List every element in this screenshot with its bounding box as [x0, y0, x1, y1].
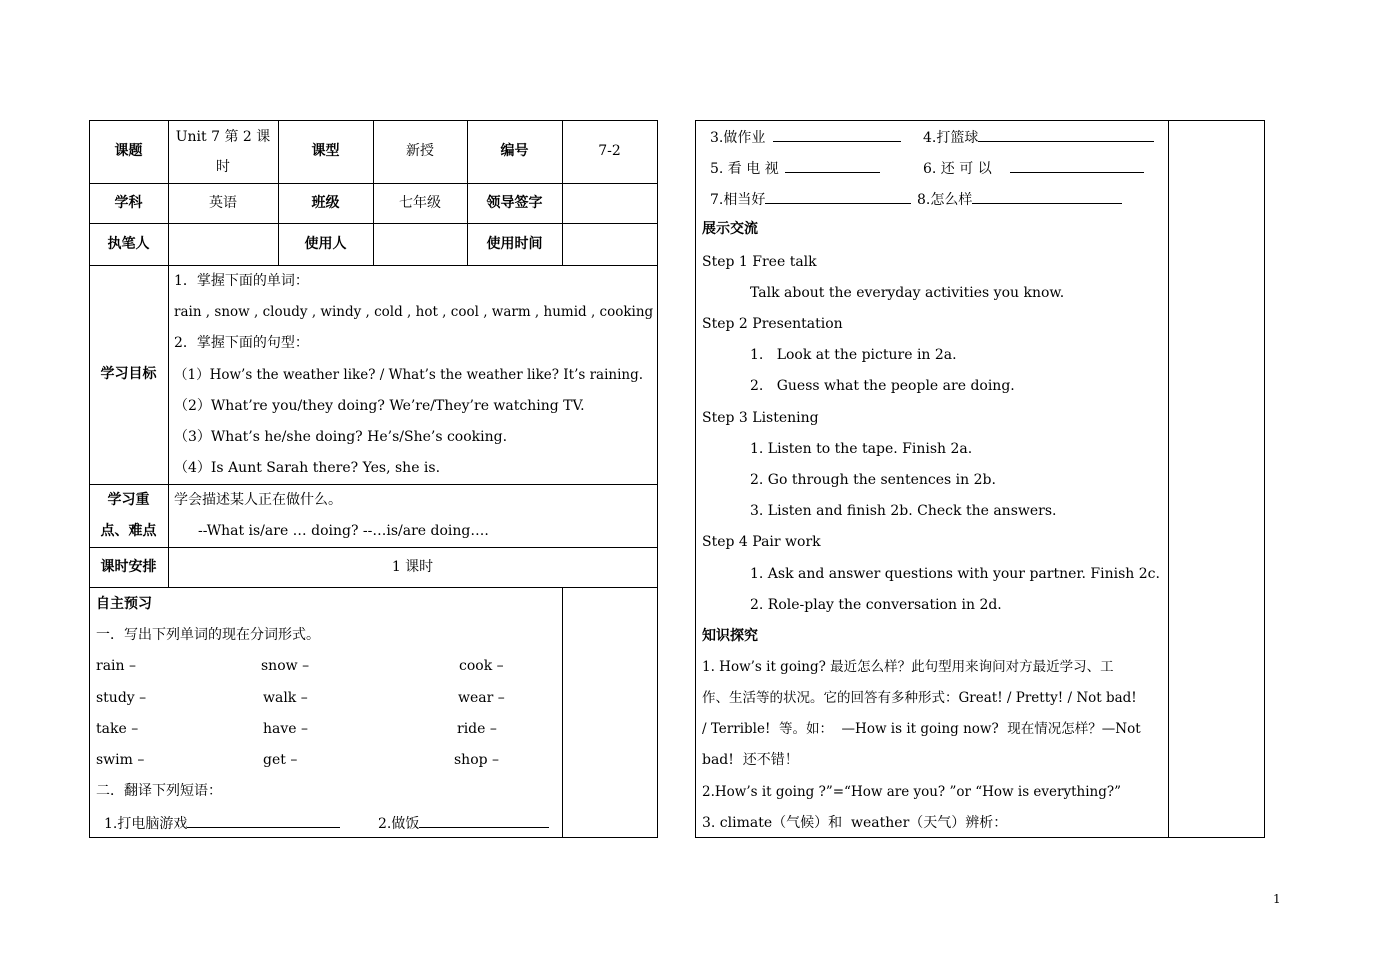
- word-item: ride –: [457, 721, 497, 737]
- phrase-label: 1.打电脑游戏: [104, 816, 188, 832]
- word-item: swim –: [96, 752, 145, 768]
- writer-label: 执笔人: [107, 235, 150, 252]
- step-item: 1. Look at the picture in 2a.: [750, 347, 957, 363]
- word-item: walk –: [263, 690, 308, 706]
- goal-line: （3）What’s he/she doing? He’s/She’s cooking.: [174, 429, 508, 445]
- class-label: 班级: [311, 194, 340, 211]
- phrase-label: 8.怎么样: [917, 192, 973, 208]
- subject-label: 学科: [114, 194, 143, 211]
- type-value: 新授: [406, 143, 434, 159]
- goal-line: （2）What’re you/they doing? We’re/They’re watching TV.: [174, 398, 585, 414]
- preview-section-1: 一．写出下列单词的现在分词形式。: [96, 627, 320, 643]
- knowledge-line: 2.How’s it going ?”=“How are you? ”or “How is everything?”: [702, 784, 1122, 800]
- phrase-label: 3.做作业: [710, 130, 766, 146]
- step-title: Step 4 Pair work: [702, 534, 821, 550]
- word-item: have –: [263, 721, 309, 737]
- answer-blank[interactable]: [1010, 157, 1144, 173]
- divider: [562, 587, 563, 837]
- phrase-item: [923, 126, 1154, 148]
- step-item: 2. Go through the sentences in 2b.: [750, 472, 996, 488]
- key-points-label-line-2: 点、难点: [100, 522, 157, 539]
- goal-line: 2．掌握下面的句型：: [174, 335, 309, 351]
- step-title: Step 3 Listening: [702, 410, 819, 426]
- word-item: shop –: [454, 752, 500, 768]
- step-item: Talk about the everyday activities you know.: [750, 285, 1065, 301]
- schedule-value: 1 课时: [391, 558, 434, 575]
- preview-section-2: 二．翻译下列短语：: [96, 783, 222, 799]
- step-title: Step 2 Presentation: [702, 316, 843, 332]
- class-value: 七年级: [399, 194, 441, 211]
- number-label: 编号: [500, 143, 529, 159]
- answer-blank[interactable]: [978, 126, 1154, 142]
- phrase-item: [710, 126, 901, 148]
- goal-line: （4）Is Aunt Sarah there? Yes, she is.: [174, 460, 441, 476]
- knowledge-line: 3. climate（气候）和 weather（天气）辨析：: [702, 815, 1008, 831]
- phrase-label: 2.做饭: [378, 816, 420, 832]
- page-number: 1: [1273, 892, 1281, 906]
- topic-value-line-2: 时: [216, 158, 230, 175]
- answer-blank[interactable]: [773, 126, 901, 142]
- goal-line: （1）How’s the weather like? / What’s the weather like? It’s raining.: [174, 367, 644, 383]
- answer-blank[interactable]: [187, 812, 340, 828]
- subject-value: 英语: [209, 194, 237, 211]
- show-section-title: 展示交流: [702, 221, 758, 237]
- type-label: 课型: [311, 143, 340, 159]
- key-points-line: 学会描述某人正在做什么。: [174, 492, 342, 508]
- word-item: take –: [96, 721, 139, 737]
- schedule-label: 课时安排: [100, 558, 157, 575]
- answer-blank[interactable]: [785, 157, 880, 173]
- topic-value-line-1: Unit 7 第 2 课: [175, 128, 271, 145]
- word-item: get –: [263, 752, 298, 768]
- step-item: 2. Guess what the people are doing.: [750, 378, 1015, 394]
- phrase-item: [378, 812, 549, 834]
- divider: [1168, 120, 1169, 837]
- word-item: rain –: [96, 658, 136, 674]
- divider: [89, 484, 658, 485]
- word-item: wear –: [458, 690, 505, 706]
- phrase-item: [710, 188, 911, 210]
- topic-label: 课题: [114, 143, 143, 159]
- divider: [89, 587, 658, 588]
- step-item: 1. Ask and answer questions with your partner. Finish 2c.: [750, 566, 1160, 582]
- phrase-item: [917, 188, 1122, 210]
- step-item: 2. Role-play the conversation in 2d.: [750, 597, 1002, 613]
- phrase-label: 7.相当好: [710, 192, 766, 208]
- step-title: Step 1 Free talk: [702, 254, 817, 270]
- key-points-label: [89, 484, 168, 547]
- knowledge-line: 1. How’s it going? 最近怎么样？此句型用来询问对方最近学习、工: [702, 659, 1114, 675]
- phrase-label: 6. 还 可 以: [923, 161, 992, 177]
- phrase-label: 4.打篮球: [923, 130, 979, 146]
- number-value: 7-2: [598, 143, 621, 159]
- user-label: 使用人: [304, 235, 347, 252]
- topic-value: [168, 120, 278, 183]
- knowledge-line: bad! 还不错！: [702, 752, 799, 768]
- answer-blank[interactable]: [972, 188, 1122, 204]
- word-item: snow –: [261, 658, 310, 674]
- knowledge-section-title: 知识探究: [702, 628, 758, 644]
- goal-line: 1．掌握下面的单词：: [174, 273, 309, 289]
- word-item: study –: [96, 690, 147, 706]
- step-item: 1. Listen to the tape. Finish 2a.: [750, 441, 973, 457]
- usage-time-label: 使用时间: [486, 235, 543, 252]
- preview-title: 自主预习: [96, 596, 152, 612]
- word-item: cook –: [459, 658, 504, 674]
- leader-signature-label: 领导签字: [486, 194, 543, 211]
- phrase-item: [923, 157, 1144, 179]
- answer-blank[interactable]: [419, 812, 549, 828]
- phrase-label: 5. 看 电 视: [710, 161, 779, 177]
- answer-blank[interactable]: [765, 188, 911, 204]
- phrase-item: [710, 157, 880, 179]
- goals-label: 学习目标: [100, 366, 157, 382]
- knowledge-line: 作、生活等的状况。它的回答有多种形式：Great! / Pretty! / Not bad!: [702, 690, 1137, 706]
- key-points-label-line-1: 学习重: [107, 491, 150, 508]
- knowledge-line: / Terrible! 等。如： —How is it going now? 现在情况怎样？—Not: [702, 721, 1141, 737]
- goal-line: rain , snow , cloudy , windy , cold , hot , cool , warm , humid , cooking: [174, 304, 654, 320]
- step-item: 3. Listen and finish 2b. Check the answers.: [750, 503, 1057, 519]
- phrase-item: [104, 812, 340, 834]
- key-points-line: --What is/are … doing? --…is/are doing….: [198, 523, 489, 539]
- divider: [89, 265, 658, 266]
